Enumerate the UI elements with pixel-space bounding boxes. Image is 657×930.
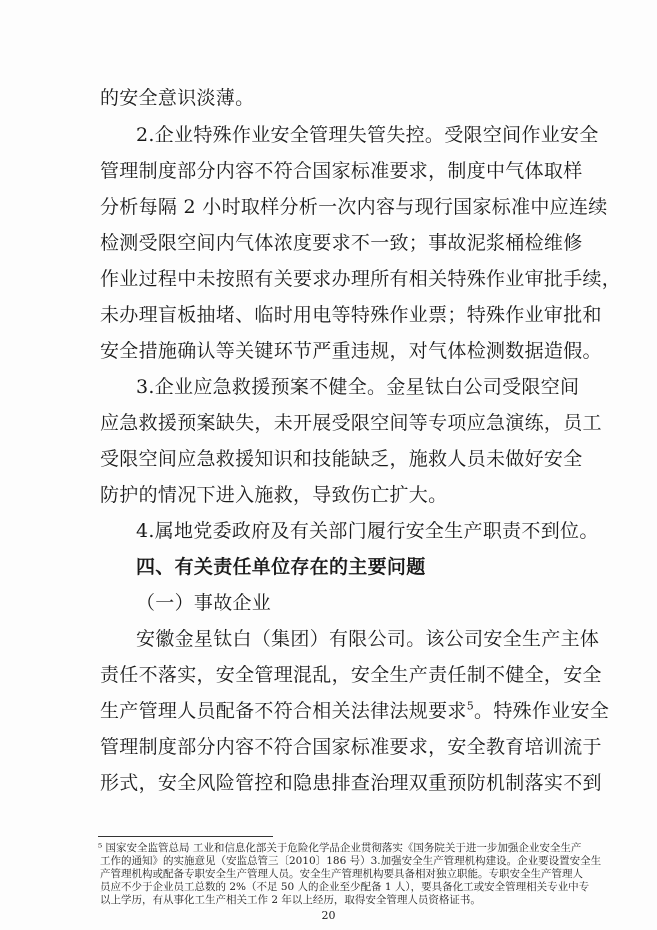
- paragraph-line: 3.企业应急救援预案不健全。金星钛白公司受限空间: [136, 376, 580, 398]
- paragraph-line: 受限空间应急救援知识和技能缺乏，施救人员未做好安全: [100, 448, 583, 470]
- footnote-line: 产管理机构或配备专职安全生产管理人员。安全生产管理机构要具备相对独立职能。专职安全生产管理人: [100, 868, 583, 880]
- section-heading: 四、有关责任单位存在的主要问题: [136, 556, 426, 578]
- paragraph-line: 管理制度部分内容不符合国家标准要求，制度中气体取样: [100, 160, 583, 182]
- paragraph-line: 作业过程中未按照有关要求办理所有相关特殊作业审批手续，: [100, 268, 622, 290]
- paragraph-line: 防护的情况下进入施救，导致伤亡扩大。: [100, 484, 448, 506]
- paragraph-line: 4.属地党委政府及有关部门履行安全生产职责不到位。: [136, 520, 599, 542]
- paragraph-line: 安徽金星钛白（集团）有限公司。该公司安全生产主体: [136, 628, 600, 650]
- footnote-reference[interactable]: 5: [466, 699, 475, 713]
- paragraph-line: 分析每隔 2 小时取样分析一次内容与现行国家标准中应连续: [100, 196, 608, 218]
- paragraph-line: 形式，安全风险管控和隐患排查治理双重预防机制落实不到: [100, 772, 602, 794]
- paragraph-line: 责任不落实，安全管理混乱，安全生产责任制不健全，安全: [100, 664, 602, 686]
- footnote-line: 员应不少于企业员工总数的 2%（不足 50 人的企业至少配备 1 人），要具备化工或安全管理相关专业中专: [100, 881, 590, 893]
- footnote-line: 以上学历，有从事化工生产相关工作 2 年以上经历，取得安全管理人员资格证书。: [100, 894, 481, 906]
- paragraph-line: 应急救援预案缺失，未开展受限空间等专项应急演练，员工: [100, 412, 602, 434]
- paragraph-line: 安全措施确认等关键环节严重违规，对气体检测数据造假。: [100, 340, 602, 362]
- paragraph-text: 。特殊作业安全: [474, 700, 610, 722]
- paragraph-line: 未办理盲板抽堵、临时用电等特殊作业票；特殊作业审批和: [100, 304, 602, 326]
- paragraph-line: 的安全意识淡薄。: [100, 87, 255, 109]
- footnote-line: ⁵ 国家安全监管总局 工业和信息化部关于危险化学品企业贯彻落实《国务院关于进一步加强企业安全生产: [98, 842, 582, 854]
- footnote-line: 工作的通知》的实施意见（安监总管三〔2010〕186 号）3.加强安全生产管理机构建设。企业要设置安全生: [100, 855, 602, 867]
- paragraph-line: 管理制度部分内容不符合国家标准要求，安全教育培训流于: [100, 736, 602, 758]
- paragraph-text: 生产管理人员配备不符合相关法律法规要求: [100, 700, 467, 722]
- footnote-divider: [98, 836, 273, 837]
- paragraph-line: [100, 699, 610, 723]
- paragraph-line: 2.企业特殊作业安全管理失管失控。受限空间作业安全: [136, 124, 599, 146]
- paragraph-line: 检测受限空间内气体浓度要求不一致；事故泥浆桶检维修: [100, 232, 583, 254]
- page-number: 20: [321, 909, 336, 922]
- subsection-heading: （一）事故企业: [136, 592, 272, 614]
